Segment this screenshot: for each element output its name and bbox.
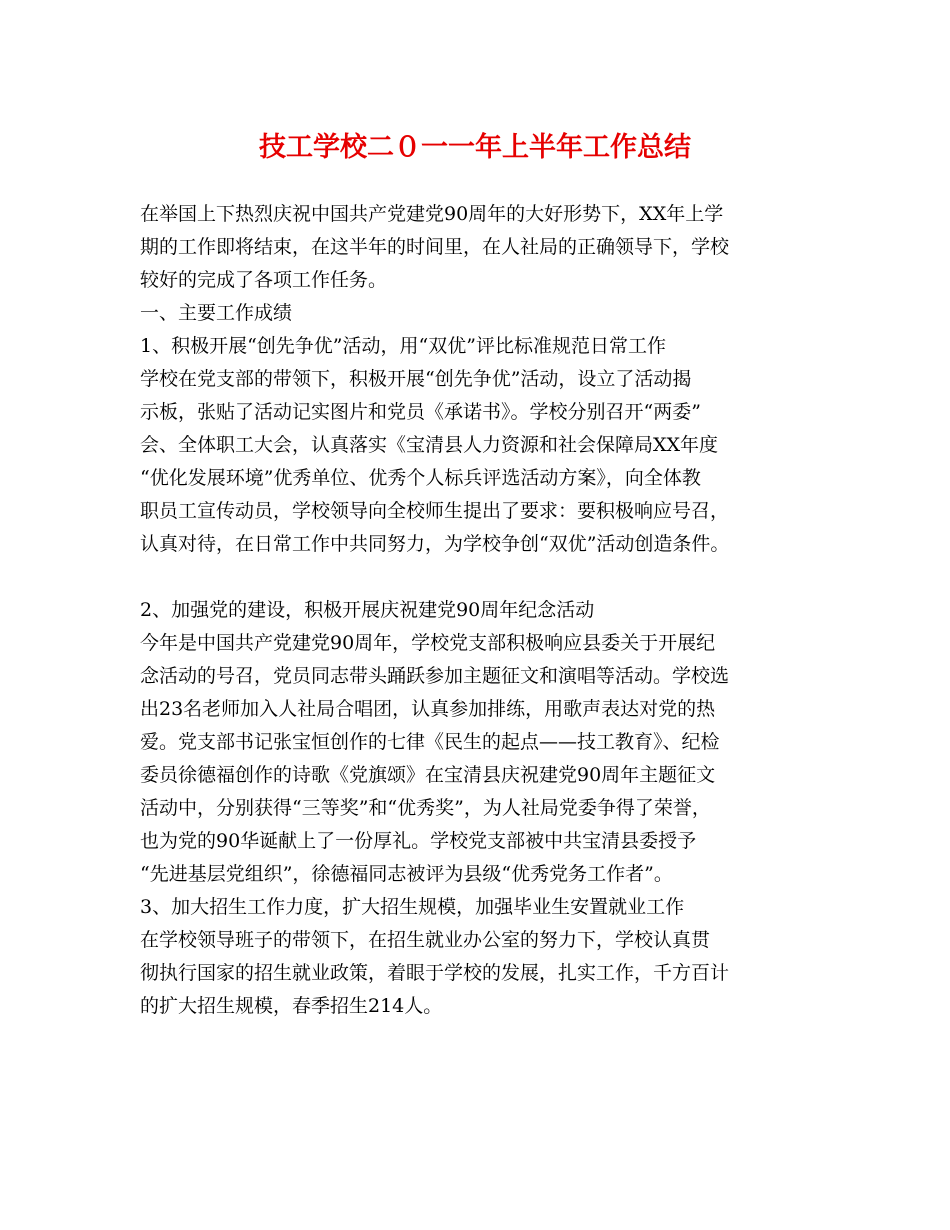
- paragraph-line: 念活动的号召，党员同志带头踊跃参加主题征文和演唱等活动。学校选: [140, 665, 730, 687]
- paragraph-line: 认真对待，在日常工作中共同努力，为学校争创“双优”活动创造条件。: [140, 533, 730, 555]
- section-heading: 一、主要工作成绩: [140, 302, 293, 324]
- paragraph-line: 委员徐德福创作的诗歌《党旗颂》在宝清县庆祝建党90周年主题征文: [140, 764, 716, 786]
- subsection-heading: 3、加大招生工作力度，扩大招生规模，加强毕业生安置就业工作: [140, 896, 685, 918]
- paragraph-line: 活动中，分别获得“三等奖”和“优秀奖”，为人社局党委争得了荣誉，: [140, 797, 711, 819]
- paragraph-line: 出23名老师加入人社局合唱团，认真参加排练，用歌声表达对党的热: [140, 698, 716, 720]
- paragraph-line: “先进基层党组织”，徐德福同志被评为县级“优秀党务工作者”。: [140, 863, 673, 885]
- paragraph-line: 在学校领导班子的带领下，在招生就业办公室的努力下，学校认真贯: [140, 929, 711, 951]
- paragraph-line: 学校在党支部的带领下，积极开展“创先争优”活动，设立了活动揭: [140, 368, 692, 390]
- document-body: [140, 198, 830, 1023]
- paragraph-line: 会、全体职工大会，认真落实《宝清县人力资源和社会保障局XX年度: [140, 434, 719, 456]
- paragraph-line: 彻执行国家的招生就业政策，着眼于学校的发展，扎实工作，千方百计: [140, 962, 730, 984]
- paragraph-line: “优化发展环境”优秀单位、优秀个人标兵评选活动方案》，向全体教: [140, 467, 701, 489]
- paragraph-line: 较好的完成了各项工作任务。: [140, 269, 388, 291]
- paragraph-line: 的扩大招生规模，春季招生214人。: [140, 995, 443, 1017]
- document-title: 技工学校二０一一年上半年工作总结: [259, 132, 691, 163]
- paragraph-line: 职员工宣传动员，学校领导向全校师生提出了要求：要积极响应号召，: [140, 500, 730, 522]
- paragraph-line: 示板，张贴了活动记实图片和党员《承诺书》。学校分别召开“两委”: [140, 401, 701, 423]
- blank-line: [140, 561, 830, 594]
- paragraph-line: 期的工作即将结束，在这半年的时间里，在人社局的正确领导下，学校: [140, 236, 730, 258]
- subsection-heading: 2、加强党的建设，积极开展庆祝建党90周年纪念活动: [140, 599, 595, 621]
- paragraph-line: 爱。党支部书记张宝恒创作的七律《民生的起点——技工教育》、纪检: [140, 731, 720, 753]
- paragraph-line: 在举国上下热烈庆祝中国共产党建党90周年的大好形势下，XX年上学: [140, 203, 724, 225]
- subsection-heading: 1、积极开展“创先争优”活动，用“双优”评比标准规范日常工作: [140, 335, 666, 357]
- paragraph-line: 今年是中国共产党建党90周年，学校党支部积极响应县委关于开展纪: [140, 632, 716, 654]
- paragraph-line: 也为党的90华诞献上了一份厚礼。学校党支部被中共宝清县委授予: [140, 830, 697, 852]
